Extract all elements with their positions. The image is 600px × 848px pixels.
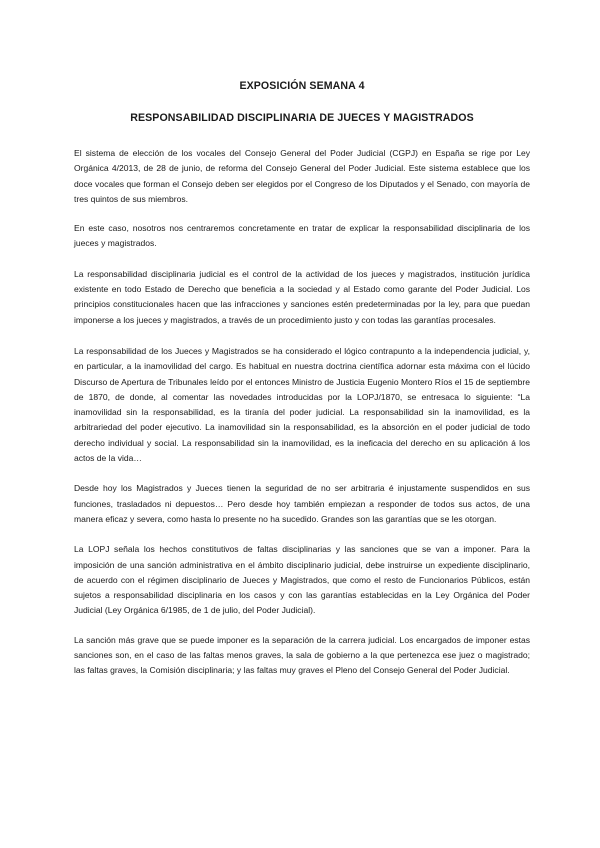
paragraph-definition: La responsabilidad disciplinaria judicial es el control de la actividad de los jueces y magistrados, institución jurídica existente en todo Estado de Derecho que beneficia a la sociedad y al Estado como garante del Poder Judicial. Los principios constitucionales hacen que las infracciones y sanciones estén predeterminadas por la ley, para que puedan imponerse a los jueces y magistrados, a través de un procedimiento justo y con todas las garantías procesales. <box>74 268 530 325</box>
paragraph-sanctions: La sanción más grave que se puede imponer es la separación de la carrera judicial. Los encargados de imponer estas sanciones son, en el caso de las faltas menos graves, la sala de gobierno a la que pertenezca ese juez o magistrado; las faltas graves, la Comisión disciplinaria; y las faltas muy graves el Pleno del Consejo General del Poder Judicial. <box>74 634 530 676</box>
document-title: EXPOSICIÓN SEMANA 4 <box>239 80 365 92</box>
paragraph-cgpj-election: El sistema de elección de los vocales del Consejo General del Poder Judicial (CGPJ) en España se rige por Ley Orgánica 4/2013, de 28 de junio, de reforma del Consejo General del Poder Judicial. Este sistema establece que los doce vocales que forman el Consejo deben ser elegidos por el Congreso de los Diputados y el Senado, con mayoría de tres quintos de sus miembros. <box>74 148 530 204</box>
paragraph-lopj: La LOPJ señala los hechos constitutivos de faltas disciplinarias y las sanciones que se van a imponer. Para la imposición de una sanción administrativa en el ámbito disciplinario judicial, debe instruirse un expediente disciplinario, de acuerdo con el régimen disciplinario de Jueces y Magistrados, que como el resto de Funcionarios Públicos, están sujetos a responsabilidad disciplinaria en los casos y con las garantías establecidas en la Ley Orgánica del Poder Judicial (Ley Orgánica 6/1985, de 1 de julio, del Poder Judicial). <box>74 544 530 616</box>
document-page <box>74 70 530 679</box>
paragraph-independence: La responsabilidad de los Jueces y Magistrados se ha considerado el lógico contrapunto a la independencia judicial, y, en particular, a la inamovilidad del cargo. Es habitual en nuestra doctrina científica adornar esta máxima con el lúcido Discurso de Apertura de Tribunales leído por el entonces Ministro de Justicia Eugenio Montero Ríos el 15 de septiembre de 1870, de donde, al comentar las novedades introducidas por la LOPJ/1870, se entresaca lo siguiente: “La inamovilidad sin la responsabilidad, es la tiranía del poder judicial. La responsabilidad sin la inamovilidad, es la arbitrariedad del poder ejecutivo. La inamovilidad sin la responsabilidad, es la absorción en el poder judicial de todo derecho individual y social. La responsabilidad sin la inamovilidad, es la ineficacia del derecho en su aplicación á los actos de la vida… <box>74 345 530 464</box>
paragraph-focus: En este caso, nosotros nos centraremos concretamente en tratar de explicar la responsabilidad disciplinaria de los jueces y magistrados. <box>74 223 530 249</box>
document-subtitle: RESPONSABILIDAD DISCIPLINARIA DE JUECES Y MAGISTRADOS <box>130 112 474 124</box>
paragraph-guarantees: Desde hoy los Magistrados y Jueces tienen la seguridad de no ser arbitraria é injustamente suspendidos en sus funciones, trasladados ni depuestos… Pero desde hoy también empiezan a responder de todos sus actos, de una manera eficaz y severa, como hasta lo presente no ha sucedido. Grandes son las garantías que se les otorgan. <box>74 483 530 524</box>
